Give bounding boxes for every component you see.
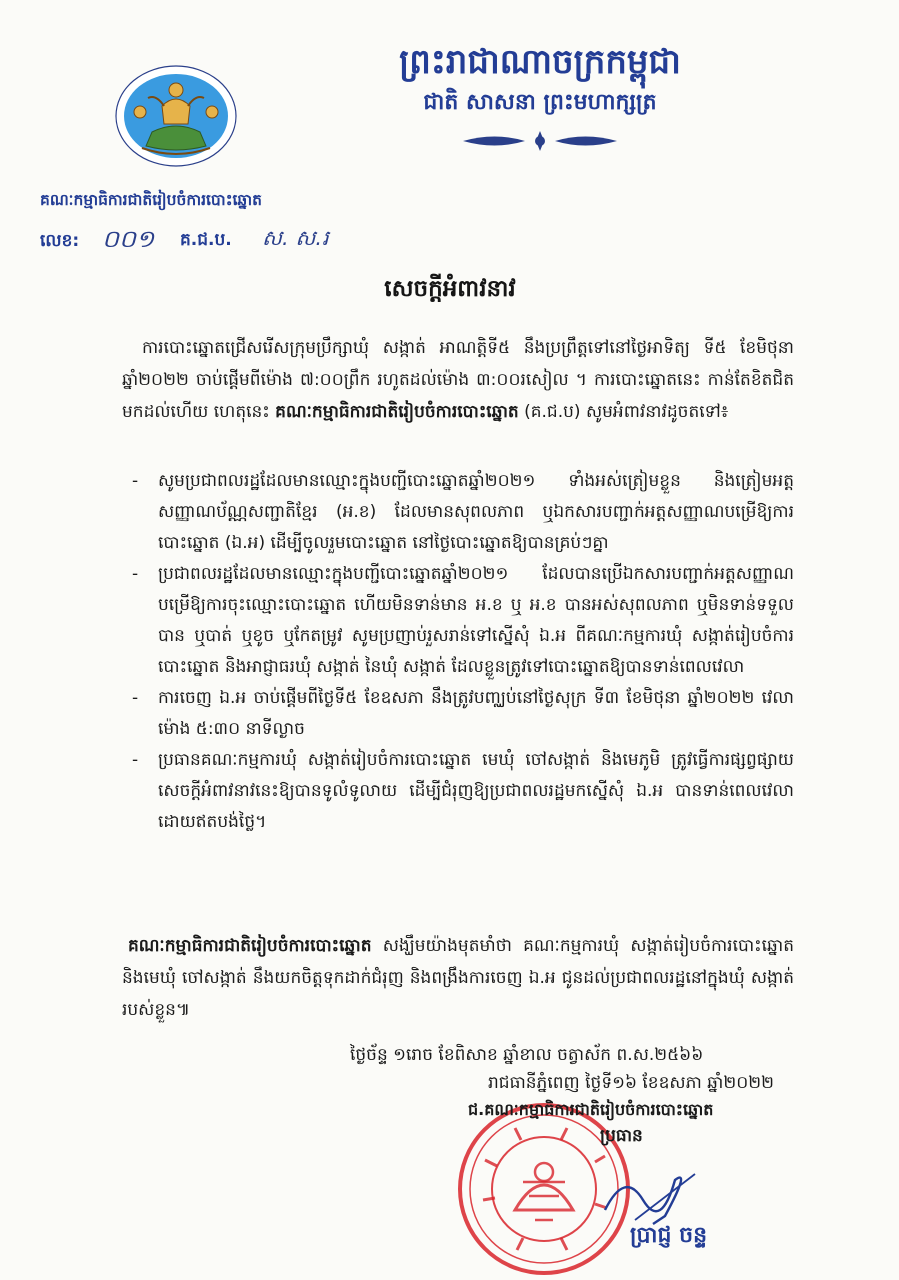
list-item: - សូមប្រជាពលរដ្ឋដែលមានឈ្មោះក្នុងបញ្ជីបោះឆ្នោតឆ្នាំ២០២១ ទាំងអស់ត្រៀមខ្លួន និងត្រៀមអត្តសញ្ញាណប័ណ្ណសញ្ជាតិខ្មែរ (អ.ខ) ដែលមានសុពលភាព ឬឯកសារបញ្ជាក់អត្តសញ្ញាណបម្រើឱ្យការបោះឆ្នោត (ឯ.អ) ដើម្បីចូលរួមបោះឆ្នោត នៅថ្ងៃបោះឆ្នោតឱ្យបានគ្រប់ៗគ្នា <box>132 471 794 553</box>
issuing-committee: គណៈកម្មាធិការជាតិរៀបចំការបោះឆ្នោត <box>40 191 263 209</box>
closing-committee-name: គណៈកម្មាធិការជាតិរៀបចំការបោះឆ្នោត <box>128 936 372 956</box>
royal-emblem-icon <box>112 62 240 170</box>
ornament-divider-icon <box>455 128 625 154</box>
reference-label: លេខ: <box>40 231 80 251</box>
reference-number <box>40 224 460 258</box>
reference-number-handwritten: ០០១ <box>102 225 155 253</box>
closing-text: សង្ឃឹមយ៉ាងមុតមាំថា គណៈកម្មការឃុំ សង្កាត់រៀបចំការបោះឆ្នោត និងមេឃុំ ចៅសង្កាត់ នឹងយកចិត្តទុកដាក់ជំរុញ និងពង្រឹងការចេញ ឯ.អ ជូនដល់ប្រជាពលរដ្ឋនៅក្នុងឃុំ សង្កាត់របស់ខ្លួន៕ <box>122 936 794 1020</box>
list-item: - ប្រធានគណៈកម្មការឃុំ សង្កាត់រៀបចំការបោះឆ្នោត មេឃុំ ចៅសង្កាត់ និងមេភូមិ ត្រូវធ្វើការផ្សព្វផ្សាយសេចក្តីអំពាវនាវនេះឱ្យបានទូលំទូលាយ ដើម្បីជំរុញឱ្យប្រជាពលរដ្ឋមកស្នើសុំ ឯ.អ បានទាន់ពេលវេលា ដោយឥតបង់ថ្លៃ។ <box>132 750 794 832</box>
intro-text-b: (គ.ជ.ប) សូមអំពាវនាវដូចតទៅ៖ <box>518 402 729 422</box>
solar-date: រាជធានីភ្នំពេញ ថ្ងៃទី១៦ ខែឧសភា ឆ្នាំ២០២២ <box>488 1073 774 1093</box>
intro-committee-name: គណៈកម្មាធិការជាតិរៀបចំការបោះឆ្នោត <box>275 402 519 422</box>
reference-code: គ.ជ.ប. <box>180 230 232 250</box>
document-title: សេចក្តីអំពាវនាវ <box>384 276 516 302</box>
lunar-date: ថ្ងៃច័ន្ទ ១រោច ខែពិសាខ ឆ្នាំខាល ចត្វាស័ក ព.ស.២៥៦៦ <box>350 1045 704 1065</box>
kingdom-title: ព្រះរាជាណាចក្រកម្ពុជា <box>399 42 681 82</box>
list-item-text: ប្រជាពលរដ្ឋដែលមានឈ្មោះក្នុងបញ្ជីបោះឆ្នោតឆ្នាំ២០២១ ដែលបានប្រើឯកសារបញ្ជាក់អត្តសញ្ញាណបម្រើឱ្យការចុះឈ្មោះបោះឆ្នោត ហើយមិនទាន់មាន អ.ខ ឬ អ.ខ បានអស់សុពលភាព ឬមិនទាន់ទទួលបាន ឬបាត់ ឬខូច ឬកែតម្រូវ សូមប្រញាប់រួសរាន់ទៅស្នើសុំ ឯ.អ ពីគណៈកម្មការឃុំ សង្កាត់រៀបចំការបោះឆ្នោត និងអាជ្ញាធរឃុំ សង្កាត់ នៃឃុំ សង្កាត់ ដែលខ្លួនត្រូវទៅបោះឆ្នោតឱ្យបានទាន់ពេលវេលា <box>158 564 794 677</box>
intro-text-a: ការបោះឆ្នោតជ្រើសរើសក្រុមប្រឹក្សាឃុំ សង្កាត់ អាណត្តិទី៥ នឹងប្រព្រឹត្តទៅនៅថ្ងៃអាទិត្យ ទី៥ ខែមិថុនា ឆ្នាំ២០២២ ចាប់ផ្តើមពីម៉ោង ៧:០០ព្រឹក រហូតដល់ម៉ោង ៣:០០រសៀល ។ ការបោះឆ្នោតនេះ កាន់តែខិតជិតមកដល់ហើយ ហេតុនេះ <box>122 338 794 422</box>
intro-paragraph <box>122 332 794 428</box>
list-item-text: សូមប្រជាពលរដ្ឋដែលមានឈ្មោះក្នុងបញ្ជីបោះឆ្នោតឆ្នាំ២០២១ ទាំងអស់ត្រៀមខ្លួន និងត្រៀមអត្តសញ្ញាណប័ណ្ណសញ្ជាតិខ្មែរ (អ.ខ) ដែលមានសុពលភាព ឬឯកសារបញ្ជាក់អត្តសញ្ញាណបម្រើឱ្យការបោះឆ្នោត (ឯ.អ) ដើម្បីចូលរួមបោះឆ្នោត នៅថ្ងៃបោះឆ្នោតឱ្យបានគ្រប់ៗគ្នា <box>158 471 794 553</box>
signer-name: ប្រាជ្ញ ចន្ទ <box>630 1223 708 1248</box>
list-item: - ប្រជាពលរដ្ឋដែលមានឈ្មោះក្នុងបញ្ជីបោះឆ្នោតឆ្នាំ២០២១ ដែលបានប្រើឯកសារបញ្ជាក់អត្តសញ្ញាណបម្រើឱ្យការចុះឈ្មោះបោះឆ្នោត ហើយមិនទាន់មាន អ.ខ ឬ អ.ខ បានអស់សុពលភាព ឬមិនទាន់ទទួលបាន ឬបាត់ ឬខូច ឬកែតម្រូវ សូមប្រញាប់រួសរាន់ទៅស្នើសុំ ឯ.អ ពីគណៈកម្មការឃុំ សង្កាត់រៀបចំការបោះឆ្នោត និងអាជ្ញាធរឃុំ សង្កាត់ នៃឃុំ សង្កាត់ ដែលខ្លួនត្រូវទៅបោះឆ្នោតឱ្យបានទាន់ពេលវេលា <box>132 564 794 677</box>
list-item-text: ប្រធានគណៈកម្មការឃុំ សង្កាត់រៀបចំការបោះឆ្នោត មេឃុំ ចៅសង្កាត់ និងមេភូមិ ត្រូវធ្វើការផ្សព្វផ្សាយសេចក្តីអំពាវនាវនេះឱ្យបានទូលំទូលាយ ដើម្បីជំរុញឱ្យប្រជាពលរដ្ឋមកស្នើសុំ ឯ.អ បានទាន់ពេលវេលា ដោយឥតបង់ថ្លៃ។ <box>158 750 794 832</box>
signer-organization: ជ.គណៈកម្មាធិការជាតិរៀបចំការបោះឆ្នោត <box>468 1100 714 1119</box>
list-item: - ការចេញ ឯ.អ ចាប់ផ្តើមពីថ្ងៃទី៥ ខែឧសភា នឹងត្រូវបញ្ឈប់នៅថ្ងៃសុក្រ ទី៣ ខែមិថុនា ឆ្នាំ២០២២ វេលាម៉ោង ៥:៣០ នាទីល្ងាច <box>132 688 794 739</box>
handwritten-signature-icon <box>595 1150 705 1230</box>
list-item-text: ការចេញ ឯ.អ ចាប់ផ្តើមពីថ្ងៃទី៥ ខែឧសភា នឹងត្រូវបញ្ឈប់នៅថ្ងៃសុក្រ ទី៣ ខែមិថុនា ឆ្នាំ២០២២ វេលាម៉ោង ៥:៣០ នាទីល្ងាច <box>158 688 794 739</box>
national-motto: ជាតិ សាសនា ព្រះមហាក្សត្រ <box>423 90 657 115</box>
signer-role: ប្រធាន <box>600 1126 643 1146</box>
closing-paragraph <box>122 930 794 1026</box>
reference-code-handwritten: ស. ស.រ <box>262 226 329 250</box>
appeal-list <box>122 466 794 838</box>
